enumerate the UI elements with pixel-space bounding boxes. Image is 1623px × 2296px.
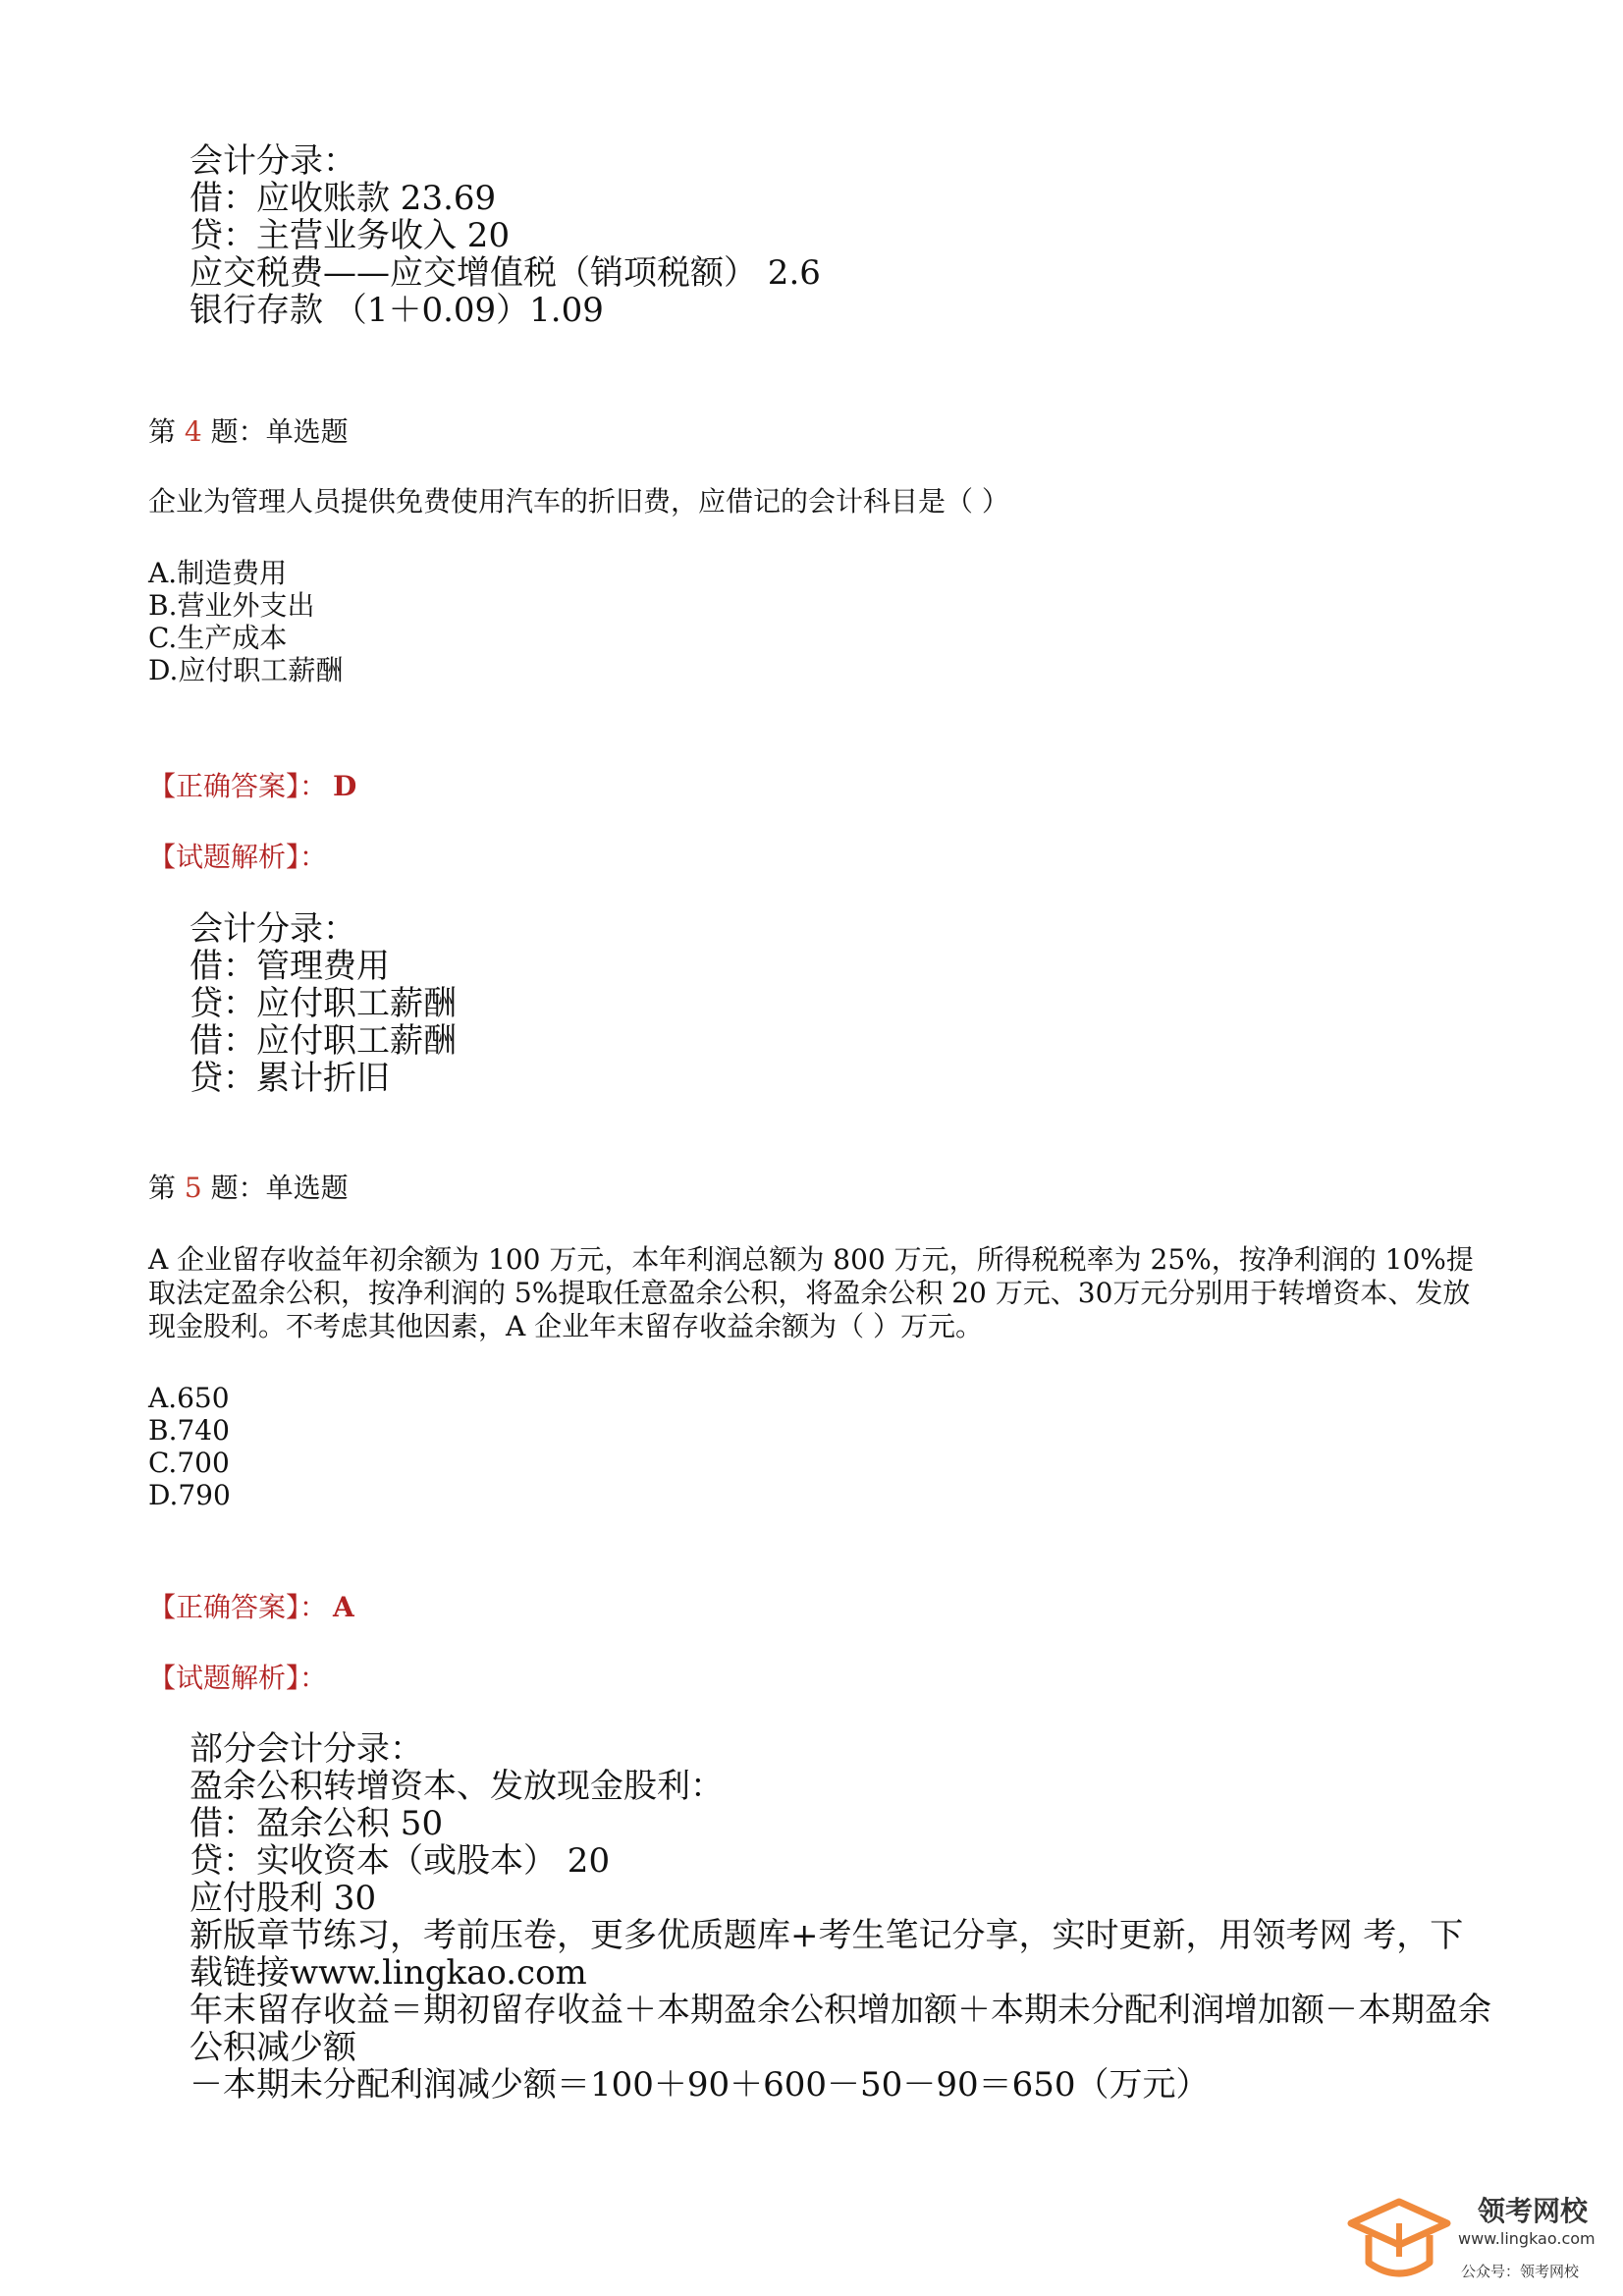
question-number: 5 xyxy=(184,1172,202,1204)
analysis-line: －本期未分配利润减少额＝100＋90＋600－50－90＝650（万元） xyxy=(189,2065,1210,2105)
graduation-cap-icon xyxy=(1345,2198,1453,2288)
question-4-options xyxy=(148,557,343,686)
question-prefix: 第 xyxy=(148,415,177,448)
question-4-text: 企业为管理人员提供免费使用汽车的折旧费，应借记的会计科目是（ ） xyxy=(148,485,1009,518)
analysis-line: 借：盈余公积 50 xyxy=(189,1804,444,1843)
question-type: 题：单选题 xyxy=(210,415,349,448)
analysis-line: 借：管理费用 xyxy=(189,947,390,986)
option-a: A.650 xyxy=(148,1382,230,1414)
logo-title: 领考网校 xyxy=(1478,2195,1589,2227)
question-5-analysis-label: 【试题解析】： xyxy=(148,1662,328,1694)
question-5-options xyxy=(148,1382,231,1511)
analysis-line: 贷：应付职工薪酬 xyxy=(189,984,457,1023)
question-4-analysis xyxy=(189,910,457,1097)
analysis-line: 年末留存收益＝期初留存收益＋本期盈余公积增加额＋本期未分配利润增加额－本期盈余 xyxy=(189,1991,1491,2030)
analysis-line: 借：应付职工薪酬 xyxy=(189,1021,457,1061)
option-a: A.制造费用 xyxy=(148,557,288,589)
explanation-line: 借：应收账款 23.69 xyxy=(189,179,497,218)
option-d: D.应付职工薪酬 xyxy=(148,654,344,686)
option-b: B.740 xyxy=(148,1414,230,1447)
option-c: C.700 xyxy=(148,1447,230,1479)
explanation-line: 应交税费——应交增值税（销项税额） 2.6 xyxy=(189,253,821,293)
explanation-line: 银行存款 （1＋0.09）1.09 xyxy=(189,291,604,330)
answer-value: D xyxy=(333,770,357,802)
analysis-line: 贷：实收资本（或股本） 20 xyxy=(189,1841,611,1881)
question-4-analysis-label: 【试题解析】： xyxy=(148,841,328,873)
question-5-text: A 企业留存收益年初余额为 100 万元，本年利润总额为 800 万元，所得税税率为 25%，按净利润的 10%提取法定盈余公积，按净利润的 5%提取任意盈余公积，将盈余公积 20 万元、30万元分别用于转增资本、发放现金股利。不考虑其他因素，A 企业年末留存收益余额为（ ）万元。 xyxy=(148,1243,1474,1342)
question-5-answer xyxy=(148,1591,354,1624)
analysis-line: 应付股利 30 xyxy=(189,1879,377,1918)
logo-url: www.lingkao.com xyxy=(1458,2229,1596,2248)
option-d: D.790 xyxy=(148,1479,231,1511)
logo-wechat: 公众号：领考网校 xyxy=(1461,2263,1580,2280)
question-5-analysis xyxy=(189,1730,1491,2104)
question-5-header xyxy=(148,1172,349,1205)
analysis-line: 会计分录： xyxy=(189,909,356,949)
analysis-line: 载链接www.lingkao.com xyxy=(189,1953,587,1993)
answer-value: A xyxy=(333,1591,354,1623)
answer-label: 【正确答案】： xyxy=(148,770,328,802)
explanation-line: 会计分录： xyxy=(189,141,356,181)
question-4-header xyxy=(148,415,349,449)
analysis-line: 新版章节练习，考前压卷，更多优质题库+考生笔记分享，实时更新，用领考网 考，下 xyxy=(189,1916,1464,1955)
question-number: 4 xyxy=(184,415,202,448)
question-prefix: 第 xyxy=(148,1172,177,1204)
explanation-line: 贷：主营业务收入 20 xyxy=(189,216,511,255)
answer-label: 【正确答案】： xyxy=(148,1591,328,1623)
question-type: 题：单选题 xyxy=(210,1172,349,1204)
analysis-line: 贷：累计折旧 xyxy=(189,1059,390,1098)
lingkao-logo xyxy=(1345,2190,1610,2288)
option-b: B.营业外支出 xyxy=(148,589,315,622)
analysis-line: 盈余公积转增资本、发放现金股利： xyxy=(189,1767,724,1806)
option-c: C.生产成本 xyxy=(148,622,288,654)
question-4-answer xyxy=(148,770,356,803)
analysis-line: 公积减少额 xyxy=(189,2028,356,2067)
prev-explanation xyxy=(189,142,821,329)
analysis-line: 部分会计分录： xyxy=(189,1729,423,1769)
